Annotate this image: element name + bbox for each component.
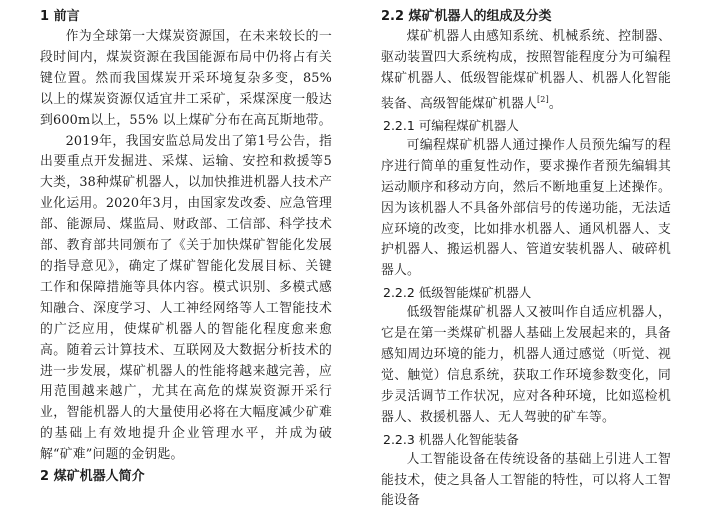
paragraph-end: 。: [548, 95, 562, 111]
paragraph: 人工智能设备在传统设备的基础上引进人工智能技术，使之具备人工智能的特性，可以将人工智能设备: [381, 451, 671, 509]
left-column: [40, 6, 332, 487]
paragraph: [381, 27, 671, 115]
subsection-heading: 2.2.3 机器人化智能装备: [383, 431, 519, 447]
section-heading-intro: 2 煤矿机器人简介: [40, 469, 145, 485]
paragraph: 低级智能煤矿机器人又被叫作自适应机器人，它是在第一类煤矿机器人基础上发展起来的，具备感知周边环境的能力，机器人通过感觉（听觉、视觉、触觉）信息系统，获取工作环境参数变化，同步灵活调节工作状况，应对各种环境，比如巡检机器人、救援机器人、无人驾驶的矿车等。: [381, 305, 671, 425]
paragraph: 作为全球第一大煤炭资源国，在未来较长的一段时间内，煤炭资源在我国能源布局中仍将占有关键位置。然而我国煤炭开采环境复杂多变，85% 以上的煤炭资源仅适宜井工采矿，采煤深度一般达到600m以上，55% 以上煤矿分布在高瓦斯地带。: [40, 29, 332, 128]
paragraph: 可编程煤矿机器人通过操作人员预先编写的程序进行简单的重复性动作，要求操作者预先编辑其运动顺序和移动方向，然后不断地重复上述操作。因为该机器人不具备外部信号的传递功能，无法适应环境的改变，比如排水机器人、通风机器人、支护机器人、搬运机器人、管道安装机器人、破碎机器人。: [381, 137, 671, 279]
right-column: [381, 6, 671, 512]
section-heading-composition: 2.2 煤矿机器人的组成及分类: [381, 9, 552, 24]
subsection-heading: 2.2.1 可编程煤矿机器人: [383, 117, 519, 133]
section-heading-preface: 1 前言: [40, 9, 80, 24]
subsection-heading: 2.2.2 低级智能煤矿机器人: [383, 285, 532, 301]
citation-ref: [2]: [536, 94, 549, 104]
paragraph-text: 煤矿机器人由感知系统、机械系统、控制器、驱动装置四大系统构成，按照智能程度分为可编程煤矿机器人、低级智能煤矿机器人、机器人化智能装备、高级智能煤矿机器人: [381, 29, 671, 111]
paragraph: 2019年，我国安监总局发出了第1号公告，指出要重点开发掘进、采煤、运输、安控和救援等5大类，38种煤矿机器人，以加快推进机器人技术产业化运用。2020年3月，由国家发改委、应急管理部、能源局、煤监局、财政部、工信部、科学技术部、教育部共同颁布了《关于加快煤矿智能化发展的指导意见》，确定了煤矿智能化发展目标、关键工作和保障措施等具体内容。模式识别、多模式感知融合、深度学习、人工神经网络等人工智能技术的广泛应用，使煤矿机器人的智能化程度愈来愈高。随着云计算技术、互联网及大数据分析技术的进一步发展，煤矿机器人的性能将越来越完善，应用范围越来越广，尤其在高危的煤炭资源开采行业，智能机器人的大量使用必将在大幅度减少矿难的基础上有效地提升企业管理水平，并成为破解“矿难”问题的金钥匙。: [40, 133, 332, 463]
